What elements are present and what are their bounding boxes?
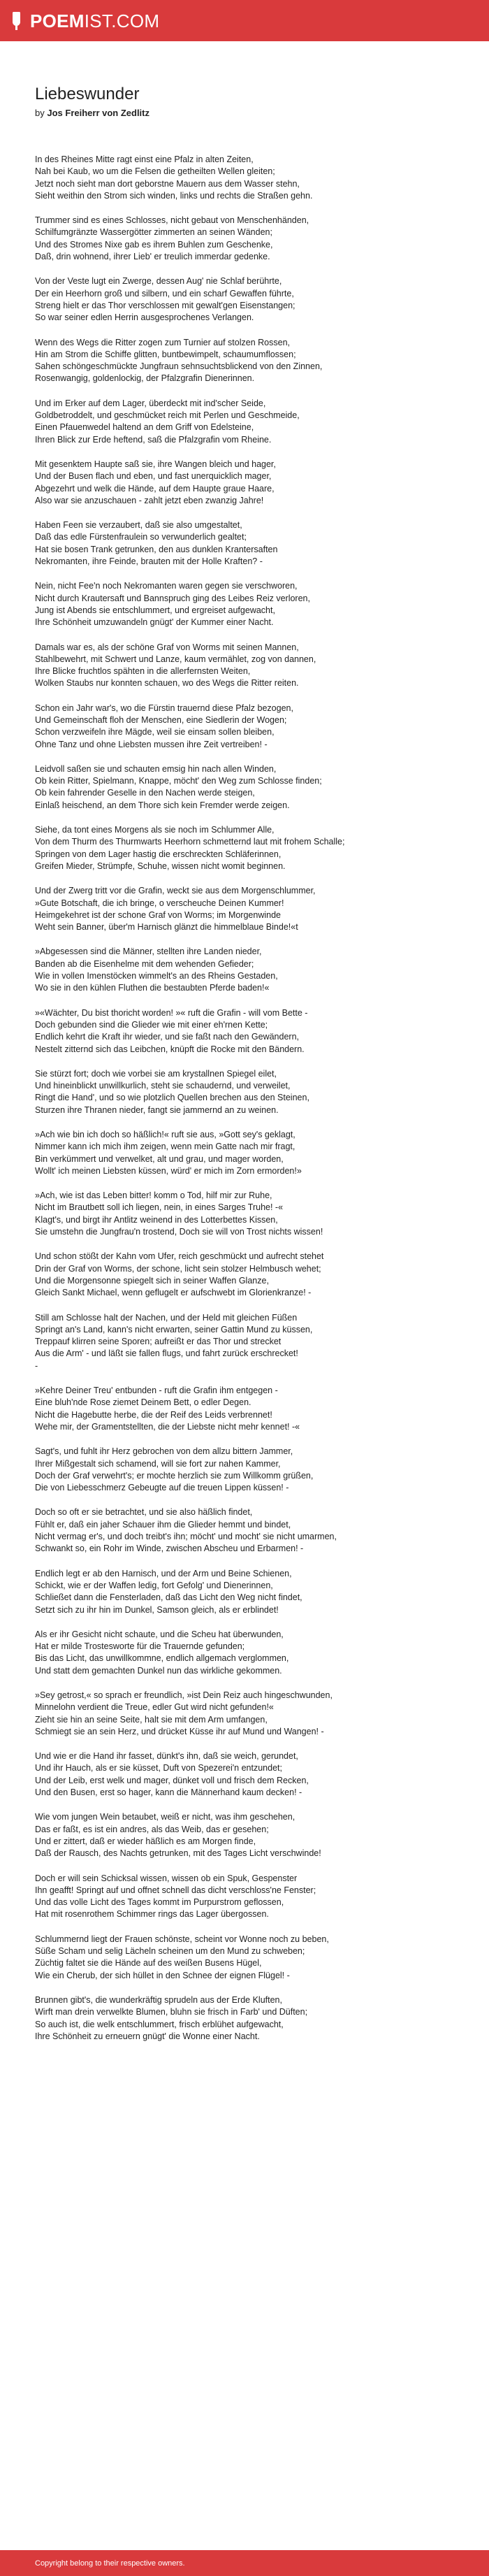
- site-logo[interactable]: [30, 12, 159, 30]
- poem-line: Hat er milde Trostesworte für die Trauernde gefunden;: [35, 1641, 245, 1652]
- poem-line: Nicht vermag er's, und doch treibt's ihn; möcht' und mocht' sie nicht umarmen,: [35, 1532, 337, 1542]
- poem-stanza: [35, 1129, 468, 1177]
- poem-line: Brunnen gibt's, die wunderkräftig sprudeln aus der Erde Kluften,: [35, 1994, 282, 2005]
- poem-line: Siehe, da tont eines Morgens als sie noch im Schlummer Alle,: [35, 825, 275, 835]
- logo-bold-text: POEM: [30, 10, 85, 31]
- poem-line: Gleich Sankt Michael, wenn geflugelt er aufschwebt im Glorienkranze! -: [35, 1288, 312, 1298]
- poem-line: Schließet dann die Fensterladen, daß das Licht den Weg nicht findet,: [35, 1592, 302, 1603]
- poem-line: Abgezehrt und welk die Hände, auf dem Haupte graue Haare,: [35, 483, 275, 494]
- poem-line: Still am Schlosse halt der Nachen, und der Held mit gleichen Füßen: [35, 1312, 298, 1323]
- poem-line: Wie in vollen Imenstöcken wimmelt's an des Rheins Gestaden,: [35, 971, 278, 981]
- poem-line: Klagt's, und birgt ihr Antlitz weinend in des Lotterbettes Kissen,: [35, 1214, 278, 1225]
- poem-line: Sie stürzt fort; doch wie vorbei sie am krystallnen Spiegel eilet,: [35, 1068, 277, 1079]
- site-footer: [0, 2550, 489, 2576]
- poem-line: »Abgesessen sind die Männer, stellten ihre Landen nieder,: [35, 947, 262, 957]
- poem-line: Ob kein Ritter, Spielmann, Knappe, möcht' den Weg zum Schlosse finden;: [35, 776, 322, 786]
- poem-line: Wolken Staubs nur konnten schauen, wo des Wegs die Ritter reiten.: [35, 678, 299, 689]
- poem-line: Springen von dem Lager hastig die erschreckten Schläferinnen,: [35, 849, 282, 859]
- poem-line: Hat sie bosen Trank getrunken, den aus dunklen Krantersaften: [35, 544, 278, 554]
- poem-line: Goldbetroddelt, und geschmücket reich mit Perlen und Geschmeide,: [35, 410, 300, 421]
- poem-line: Und den Busen, erst so hager, kann die Männerhand kaum decken! -: [35, 1787, 302, 1798]
- byline-prefix: by: [35, 108, 45, 118]
- poem-stanza: [35, 642, 468, 690]
- poem-stanza: [35, 1385, 468, 1433]
- poem-line: »«Wächter, Du bist thoricht worden! »« ruft die Grafin - will vom Bette -: [35, 1007, 308, 1018]
- poem-line: Einen Pfauenwedel haltend an dem Griff von Edelsteine,: [35, 422, 254, 433]
- poem-line: Trummer sind es eines Schlosses, nicht gebaut von Menschenhänden,: [35, 215, 309, 226]
- poem-stanza: [35, 885, 468, 933]
- poem-line: Süße Scham und selig Lächeln scheinen um den Mund zu schweben;: [35, 1946, 305, 1957]
- poem-line: Die von Liebesschmerz Gebeugte auf die treuen Lippen küssen! -: [35, 1483, 289, 1493]
- poem-line: Und Gemeinschaft floh der Menschen, eine Siedlerin der Wogen;: [35, 714, 287, 725]
- poem-stanza: [35, 946, 468, 994]
- poem-line: Drin der Graf von Worms, der schone, licht sein stolzer Helmbusch wehet;: [35, 1263, 321, 1274]
- poem-line: Sturzen ihre Thranen nieder, fangt sie jammernd an zu weinen.: [35, 1104, 279, 1115]
- poem-line: Sie umstehn die Jungfrau'n trostend, Doch sie will von Trost nichts wissen!: [35, 1227, 323, 1237]
- poem-line: Und ihr Hauch, als er sie küsset, Duft von Spezerei'n entzundet;: [35, 1763, 282, 1773]
- poem-line: Nicht durch Krautersaft und Bannspruch ging des Leibes Reiz verloren,: [35, 593, 310, 603]
- poem-line: »Gute Botschaft, die ich bringe, o verscheuche Deinen Kummer!: [35, 898, 284, 908]
- poem-line: Sieht weithin den Strom sich winden, links und rechts die Straßen gehn.: [35, 190, 313, 201]
- poem-line: Schickt, wie er der Waffen ledig, fort Gefolg' und Dienerinnen,: [35, 1580, 273, 1590]
- poem-line: Der ein Heerhorn groß und silbern, und ein scharf Gewaffen führte,: [35, 288, 294, 298]
- poem-line: Und das volle Licht des Tages kommt im Purpurstrom geflossen,: [35, 1897, 284, 1908]
- poem-line: Leidvoll saßen sie und schauten emsig hin nach allen Winden,: [35, 763, 277, 774]
- poem-stanza: [35, 1506, 468, 1555]
- poem-line: Treppauf klirren seine Sporen; aufreißt er das Thor und strecket: [35, 1337, 282, 1347]
- logo-thin-text: IST.COM: [84, 10, 160, 31]
- poem-stanza: [35, 1568, 468, 1616]
- poem-line: Minnelohn verdient die Treue, edler Gut wird nicht gefunden!«: [35, 1702, 274, 1713]
- poem-line: Wie vom jungen Wein betaubet, weiß er nicht, was ihm geschehen,: [35, 1812, 295, 1822]
- poem-stanza: [35, 275, 468, 324]
- poem-line: Daß, drin wohnend, ihrer Lieb' er treulich immerdar gedenke.: [35, 252, 270, 262]
- poem-stanza: [35, 1750, 468, 1799]
- poem-line: Und die Morgensonne spiegelt sich in seiner Waffen Glanze,: [35, 1275, 269, 1286]
- poem-line: Heimgekehret ist der schone Graf von Worms; im Morgenwinde: [35, 909, 281, 920]
- poem-line: »Ach wie bin ich doch so häßlich!« ruft sie aus, »Gott sey's geklagt,: [35, 1130, 295, 1139]
- poem-line: Jung ist Abends sie entschlummert, und ergreiset aufgewacht,: [35, 605, 275, 615]
- poem-line: Rosenwangig, goldenlockig, der Pfalzgrafin Dienerinnen.: [35, 373, 255, 384]
- poem-line: Weht sein Banner, über'm Harnisch glänzt die himmelblaue Binde!«t: [35, 922, 298, 933]
- poem-line: Und des Stromes Nixe gab es ihrem Buhlen zum Geschenke,: [35, 239, 273, 250]
- poem-line: Eine bluh'nde Rose ziemet Deinem Bett, o edler Degen.: [35, 1397, 251, 1408]
- poem-line: Nestelt zitternd sich das Leibchen, knüpft die Rocke mit den Bändern.: [35, 1044, 305, 1054]
- poem-line: »Ach, wie ist das Leben bitter! komm o Tod, hilf mir zur Ruhe,: [35, 1190, 272, 1201]
- poem-line: Von dem Thurm des Thurmwarts Heerhorn schmetternd laut mit frohem Schalle;: [35, 837, 345, 847]
- poem-stanza: [35, 763, 468, 812]
- poem-line: Springt an's Land, kann's nicht erwarten, seiner Gattin Mund zu küssen,: [35, 1324, 313, 1334]
- poem-stanza: [35, 1312, 468, 1372]
- poem-line: Nicht im Brautbett soll ich liegen, nein, in eines Sarges Truhe! -«: [35, 1202, 284, 1213]
- poem-stanza: [35, 1446, 468, 1494]
- poem-line: Und der Zwerg tritt vor die Grafin, weckt sie aus dem Morgenschlummer,: [35, 886, 316, 896]
- poem-line: »Sey getrost,« so sprach er freundlich, »ist Dein Reiz auch hingeschwunden,: [35, 1690, 333, 1700]
- poem-stanza: [35, 1068, 468, 1116]
- poem-content: [35, 84, 468, 2055]
- poem-line: Endlich kehrt die Kraft ihr wieder, und sie faßt nach den Gewändern,: [35, 1032, 299, 1042]
- poem-line: Endlich legt er ab den Harnisch, und der Arm und Beine Schienen,: [35, 1568, 292, 1578]
- copyright-text: Copyright belong to their respective owners.: [35, 2559, 185, 2568]
- poem-stanza: [35, 1251, 468, 1299]
- poem-line: Zieht sie hin an seine Seite, halt sie mit dem Arm umfangen,: [35, 1714, 268, 1725]
- poem-line: -: [35, 1360, 38, 1371]
- poem-line: Schmiegt sie an sein Herz, und drücket Küsse ihr auf Mund und Wangen! -: [35, 1726, 324, 1736]
- poem-stanza: [35, 1994, 468, 2043]
- poem-line: Daß das edle Fürstenfraulein so verwunderlich gealtet;: [35, 532, 247, 542]
- poem-stanza: [35, 703, 468, 751]
- poem-line: Daß der Rausch, des Nachts getrunken, mit des Tages Licht verschwinde!: [35, 1848, 321, 1859]
- poem-stanza: [35, 1690, 468, 1738]
- poem-line: Damals war es, als der schöne Graf von Worms mit seinen Mannen,: [35, 642, 299, 652]
- poem-line: In des Rheines Mitte ragt einst eine Pfalz in alten Zeiten,: [35, 154, 254, 164]
- poem-line: Fühlt er, daß ein jaher Schauer ihm die Glieder hemmt und bindet,: [35, 1519, 291, 1530]
- poem-line: Das er faßt, es ist ein andres, als das Weib, das er gesehen;: [35, 1824, 269, 1834]
- poem-stanza: [35, 459, 468, 507]
- poem-line: »Kehre Deiner Treu' entbunden - ruft die Grafin ihm entgegen -: [35, 1386, 278, 1396]
- poem-line: Doch der Graf verwehrt's; er mochte herzlich sie zum Willkomm grüßen,: [35, 1470, 314, 1481]
- poem-line: Wirft man drein verwelkte Blumen, bluhn sie frisch in Farb' und Düften;: [35, 2007, 308, 2017]
- poem-line: Hin am Strom die Schiffe glitten, buntbewimpelt, schaumumflossen;: [35, 349, 296, 359]
- poem-stanza: [35, 1629, 468, 1677]
- poem-stanza: [35, 1873, 468, 1921]
- poem-stanza: [35, 337, 468, 385]
- poem-line: Und der Busen flach und eben, und fast unerquicklich mager,: [35, 471, 272, 482]
- site-header: [0, 0, 489, 41]
- poem-line: Hat mit rosenrothem Schimmer rings das Lager übergossen.: [35, 1909, 269, 1920]
- poem-line: Ihre Schönheit umzuwandeln gnügt' der Kummer einer Nacht.: [35, 617, 274, 628]
- poem-line: So auch ist, die welk entschlummert, frisch erblühet aufgewacht,: [35, 2019, 284, 2029]
- poem-line: Ihre Blicke fruchtlos spähten in die allerfernsten Weiten,: [35, 666, 251, 677]
- poem-line: Ihre Schönheit zu erneuern gnügt' die Wonne einer Nacht.: [35, 2031, 260, 2041]
- poem-line: Bin verkümmert und verwelket, alt und grau, und mager worden,: [35, 1153, 284, 1164]
- poem-stanza: [35, 1934, 468, 1982]
- poem-stanza: [35, 519, 468, 568]
- poem-line: So war seiner edlen Herrin ausgesprochenes Verlangen.: [35, 312, 254, 323]
- poem-line: Züchtig faltet sie die Hände auf des weißen Busens Hügel,: [35, 1958, 262, 1969]
- poem-line: Schwankt so, ein Rohr im Winde, zwischen Abscheu und Erbarmen! -: [35, 1544, 304, 1554]
- poem-line: Aus die Arm' - und läßt sie fallen flugs, und fahrt zurück erschrecket!: [35, 1348, 298, 1359]
- poem-line: Ringt die Hand', und so wie plotzlich Quellen brechen aus den Steinen,: [35, 1093, 309, 1103]
- poem-stanza: [35, 1190, 468, 1238]
- byline: [35, 106, 468, 120]
- poem-line: Ohne Tanz und ohne Liebsten mussen ihre Zeit vertreiben! -: [35, 739, 268, 749]
- poem-line: Wenn des Wegs die Ritter zogen zum Turnier auf stolzen Rossen,: [35, 337, 290, 347]
- poem-title: Liebeswunder: [35, 85, 140, 103]
- poem-line: Wollt' ich meinen Liebsten küssen, würd' er mich im Zorn ermorden!»: [35, 1165, 302, 1176]
- poem-line: Nekromanten, ihre Feinde, brauten mit der Holle Kraften? -: [35, 556, 263, 567]
- poem-line: Und wie er die Hand ihr fasset, dünkt's ihn, daß sie weich, gerundet,: [35, 1751, 298, 1762]
- poem-line: Doch er will sein Schicksal wissen, wissen ob ein Spuk, Gespenster: [35, 1873, 298, 1883]
- poem-line: Banden ab die Eisenhelme mit dem wehenden Gefieder;: [35, 958, 254, 969]
- poem-stanza: [35, 1811, 468, 1859]
- poem-line: Wie ein Cherub, der sich hüllet in den Schnee der eignen Flügel! -: [35, 1970, 290, 1980]
- poem-line: Bis das Licht, das unwillkommne, endlich allgemach verglommen,: [35, 1653, 289, 1664]
- poem-line: Also war sie anzuschauen - zahlt jetzt eben zwanzig Jahre!: [35, 495, 264, 505]
- poem-line: Und im Erker auf dem Lager, überdeckt mit ind'scher Seide,: [35, 398, 266, 408]
- poem-line: Stahlbewehrt, mit Schwert und Lanze, kaum vermählet, zog von dannen,: [35, 654, 316, 664]
- poem-line: Schon verzweifeln ihre Mägde, weil sie einsam sollen bleiben,: [35, 727, 275, 737]
- poem-line: Schon ein Jahr war's, wo die Fürstin trauernd diese Pfalz bezogen,: [35, 703, 293, 713]
- poem-line: Wo sie in den kühlen Fluthen die bestaubten Pferde baden!«: [35, 983, 270, 993]
- poem-line: Sagt's, und fuhlt ihr Herz gebrochen von dem allzu bittern Jammer,: [35, 1446, 293, 1457]
- poem-line: Sahen schöngeschmückte Jungfraun sehnsuchtsblickend von den Zinnen,: [35, 361, 323, 372]
- poem-line: Mit gesenktem Haupte saß sie, ihre Wangen bleich und hager,: [35, 459, 276, 469]
- poem-line: Ihn geafft! Springt auf und offnet schnell das dicht verschloss'ne Fenster;: [35, 1885, 316, 1895]
- poem-line: Doch gebunden sind die Glieder wie mit einer eh'rnen Kette;: [35, 1019, 268, 1030]
- poem-line: Nein, nicht Fee'n noch Nekromanten waren gegen sie verschworen,: [35, 581, 298, 591]
- poem-line: Und schon stößt der Kahn vom Ufer, reich geschmückt und aufrecht stehet: [35, 1251, 324, 1262]
- poem-line: Doch so oft er sie betrachtet, und sie also häßlich findet,: [35, 1507, 253, 1518]
- poem-line: Schilfumgränzte Wassergötter zimmerten an seinen Wänden;: [35, 227, 272, 238]
- poem-line: Nimmer kann ich mich ihm zeigen, wenn mein Gatte nach mir fragt,: [35, 1142, 295, 1152]
- poem-stanza: [35, 1007, 468, 1056]
- poem-line: Wehe mir, der Gramentstellten, die der Liebste nicht mehr kennet! -«: [35, 1421, 300, 1432]
- poem-line: Und statt dem gemachten Dunkel nun das wirkliche gekommen.: [35, 1665, 282, 1676]
- poem-stanza: [35, 580, 468, 628]
- poem-line: Ihren Blick zur Erde heftend, saß die Pfalzgrafin vom Rheine.: [35, 434, 272, 445]
- poem-line: Greifen Mieder, Strümpfe, Schuhe, wissen nicht womit beginnen.: [35, 861, 286, 871]
- poem-line: Und hineinblickt unwillkurlich, steht sie schaudernd, und verweilet,: [35, 1081, 291, 1091]
- poem-line: Ihrer Mißgestalt sich schamend, will sie fort zur nahen Kammer,: [35, 1458, 281, 1469]
- poem-line: Nicht die Hagebutte herbe, die der Reif des Leids verbrennet!: [35, 1409, 272, 1420]
- poem-line: Setzt sich zu ihr hin im Dunkel, Samson gleich, als er erblindet!: [35, 1604, 279, 1615]
- poem-line: Jetzt noch sieht man dort geborstne Mauern aus dem Wasser stehn,: [35, 178, 300, 189]
- poem-line: Haben Feen sie verzaubert, daß sie also umgestaltet,: [35, 520, 242, 531]
- poem-line: Und der Leib, erst welk und mager, dünket voll und frisch dem Recken,: [35, 1775, 309, 1785]
- poem-body: [35, 154, 468, 2043]
- poem-line: Von der Veste lugt ein Zwerge, dessen Aug' nie Schlaf berührte,: [35, 276, 282, 287]
- poem-line: Als er ihr Gesicht nicht schaute, und die Scheu hat überwunden,: [35, 1629, 284, 1639]
- poem-line: Nah bei Kaub, wo um die Felsen die getheilten Wellen gleiten;: [35, 166, 275, 177]
- poem-line: Schlummernd liegt der Frauen schönste, scheint vor Wonne noch zu beben,: [35, 1934, 329, 1944]
- poem-stanza: [35, 398, 468, 446]
- poem-stanza: [35, 215, 468, 263]
- poem-stanza: [35, 154, 468, 202]
- poem-stanza: [35, 824, 468, 872]
- quill-logo-icon[interactable]: [10, 12, 23, 30]
- poem-line: Einlaß heischend, an dem Thore sich kein Fremder werde zeigen.: [35, 800, 290, 810]
- poem-line: Streng hielt er das Thor verschlossen mit gewalt'gen Eisenstangen;: [35, 300, 295, 310]
- poem-line: Und er zittert, daß er wieder häßlich es am Morgen finde,: [35, 1836, 256, 1846]
- poem-line: Ob kein fahrender Geselle in den Nachen werde steigen,: [35, 788, 255, 798]
- author-name[interactable]: Jos Freiherr von Zedlitz: [47, 108, 150, 118]
